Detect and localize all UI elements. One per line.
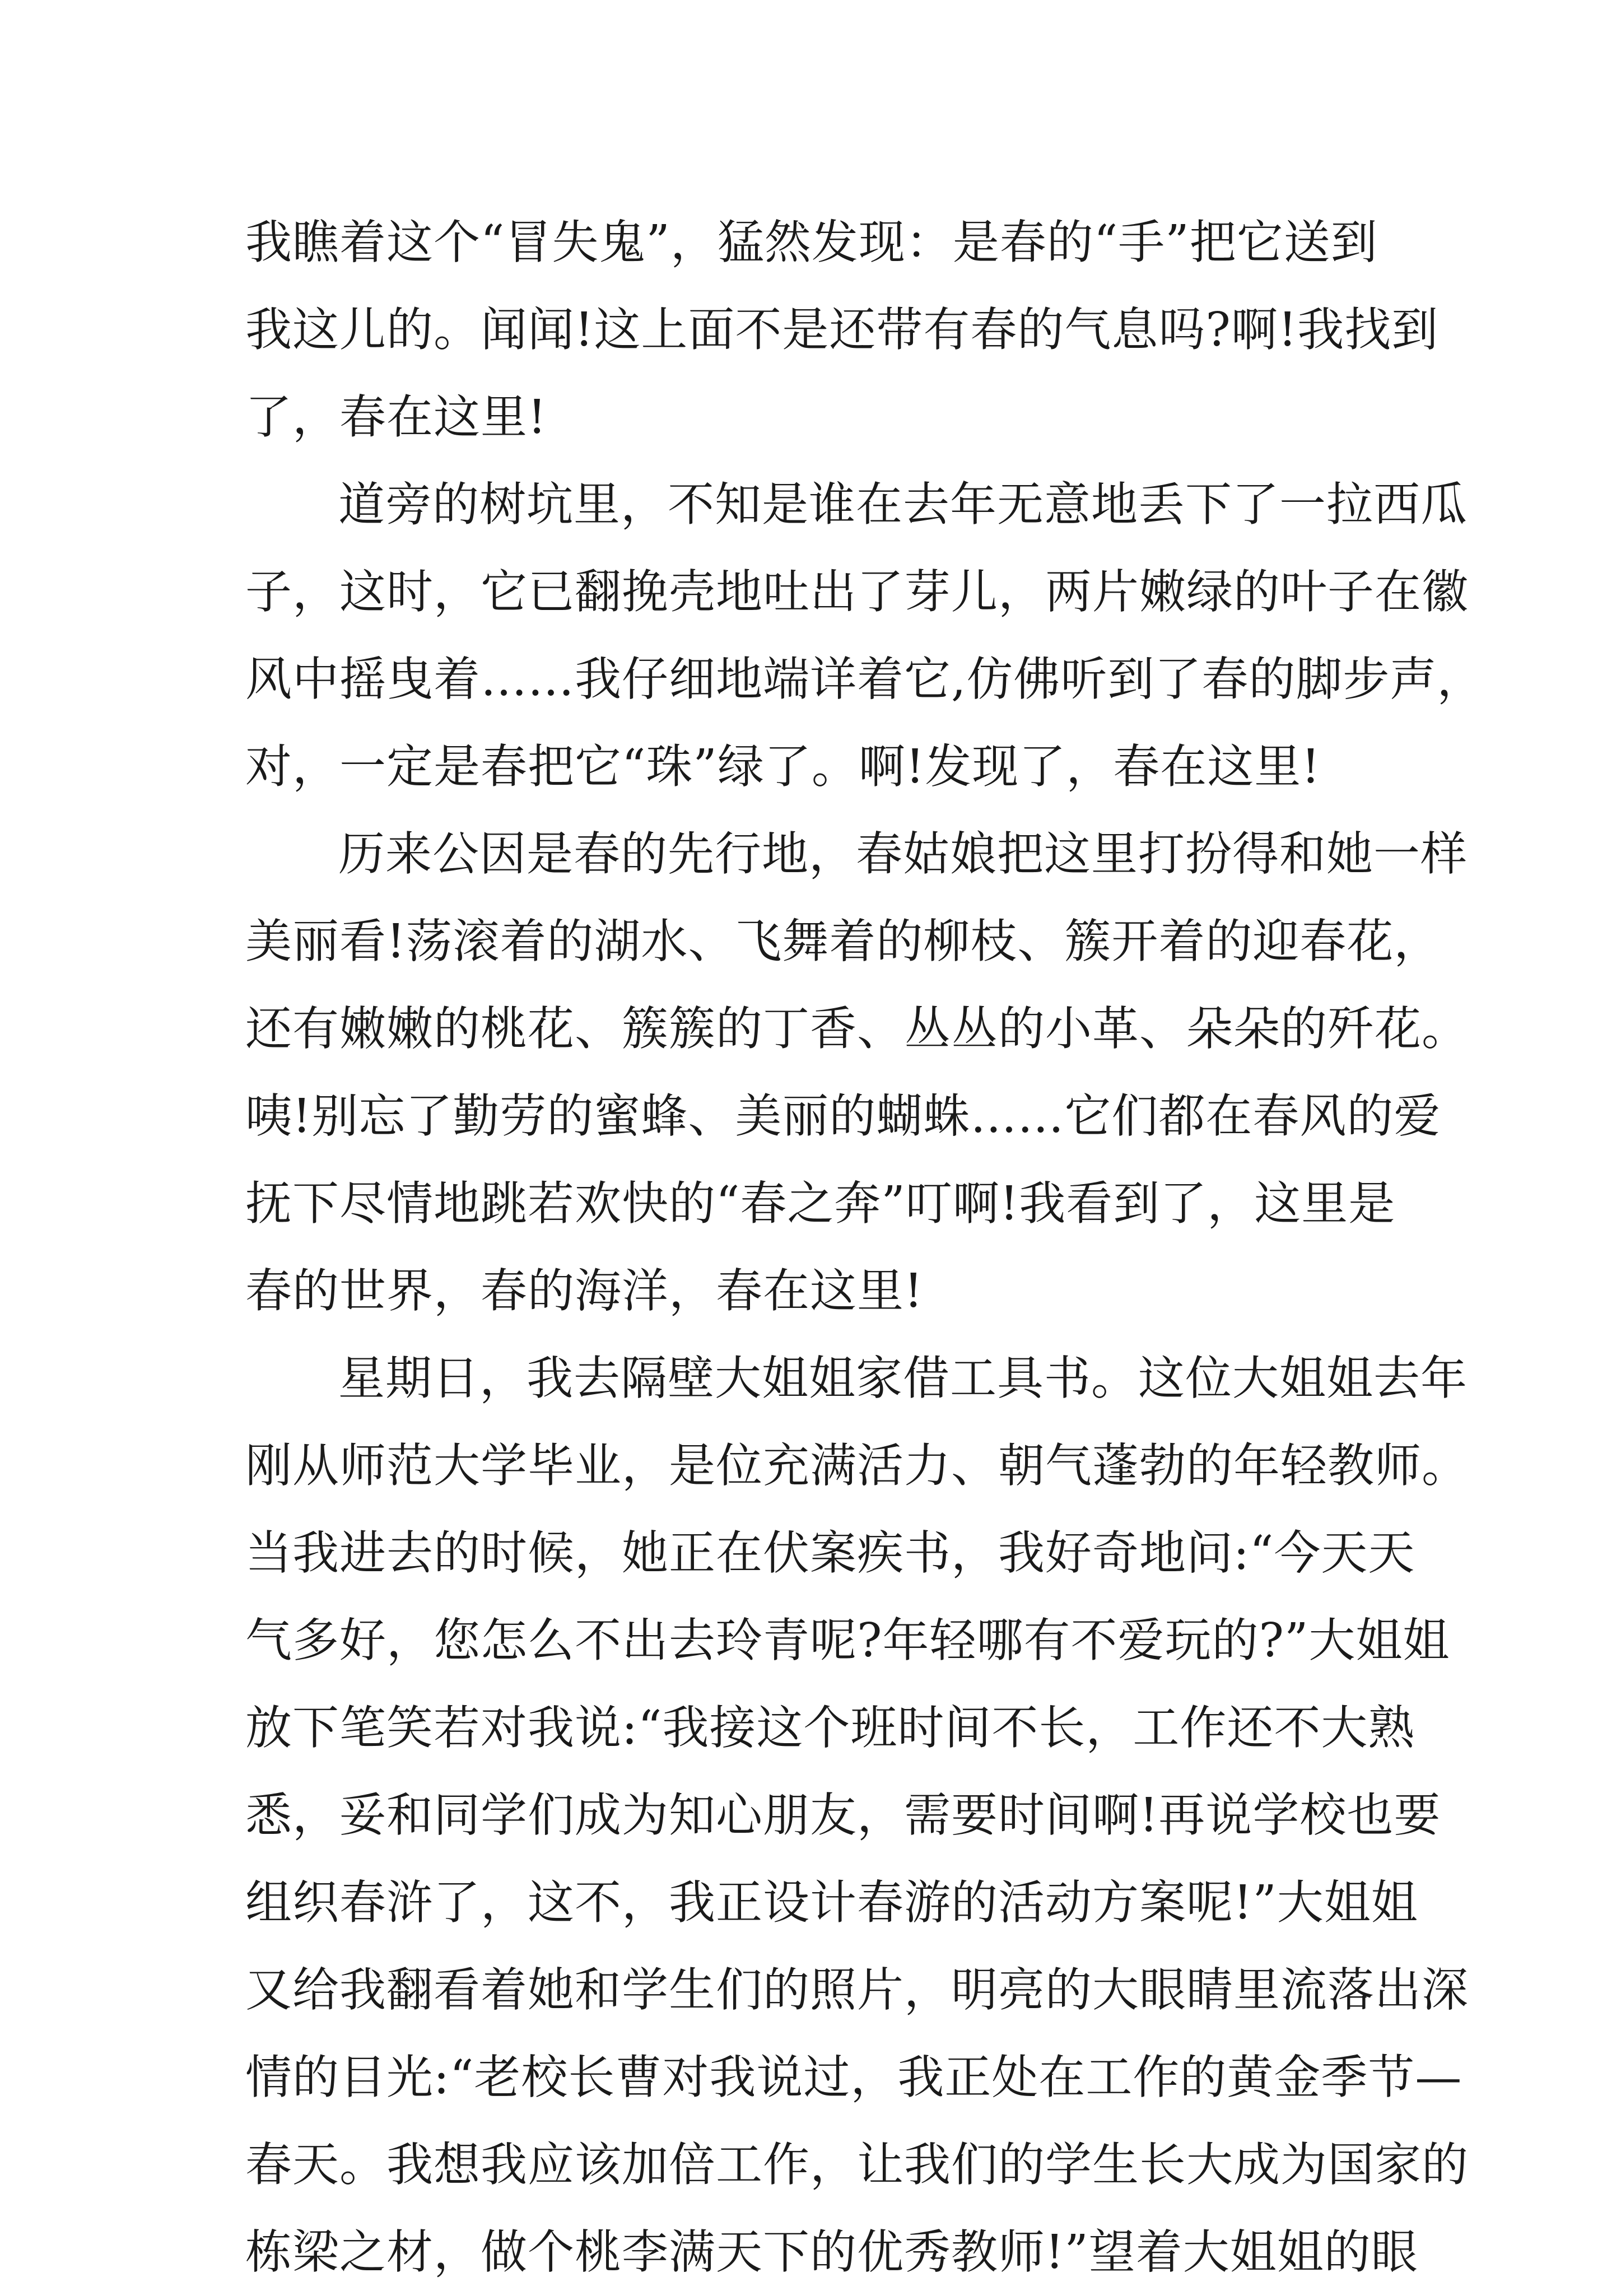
text-line: 又给我翻看着她和学生们的照片，明亮的大眼睛里流落出深 [245,1963,1469,2017]
paragraph-4 [245,1335,1469,2296]
text-line: 我瞧着这个“冒失鬼”，猛然发现：是春的“手”把它送到 [245,215,1378,269]
text-line: 还有嫩嫩的桃花、簇簇的丁香、丛丛的小革、朵朵的歼花。 [245,1002,1469,1056]
text-line: 子，这时，它已翻挽壳地吐出了芽儿，两片嫩绿的叶子在徽 [245,565,1469,619]
text-line: 风中摇曳着……我仔细地端详着它,仿佛听到了春的脚步声， [245,652,1484,706]
paragraph-3 [245,811,1469,1335]
text-line: 情的目光:“老校长曹对我说过，我正处在工作的黄金季节— [245,2050,1462,2104]
text-line: 当我进去的时候，她正在伏案疾书，我好奇地问:“今天天 [245,1526,1415,1580]
text-line: 气多好，您怎么不出去玲青呢?年轻哪有不爱玩的?”大姐姐 [245,1613,1450,1668]
text-line: 了，春在这里! [245,390,547,444]
text-line: 春的世界，春的海洋，春在这里! [245,1264,924,1318]
paragraph-2 [245,461,1484,811]
text-line: 刚从师范大学毕业，是位充满活力、朝气蓬勃的年轻教师。 [245,1438,1469,1493]
text-line: 道旁的树坑里，不知是谁在去年无意地丢下了一拉西瓜 [338,477,1468,532]
text-line: 抚下尽情地跳若欢快的“春之奔”叮啊!我看到了，这里是 [245,1176,1396,1231]
paragraph-1 [245,199,1439,461]
text-line: 春天。我想我应该加倍工作，让我们的学生长大成为国家的 [245,2137,1469,2192]
text-line: 我这儿的。闻闻!这上面不是还带有春的气息吗?啊!我找到 [245,302,1439,357]
text-line: 悉，妥和同学们成为知心朋友，需要时间啊!再说学校也要 [245,1788,1441,1842]
body-text [245,199,1484,2296]
text-line: 组织春浒了，这不，我正设计春游的活动方案呢!”大姐姐 [245,1875,1418,1930]
text-line: 美丽看!荡滚着的湖水、飞舞着的柳枝、簇开着的迎春花， [245,914,1441,968]
text-line: 对，一定是春把它“珠”绿了。啊!发现了，春在这里! [245,739,1321,794]
text-line: 放下笔笑若对我说:“我接这个班时间不长，工作还不大熟 [245,1701,1415,1755]
text-line: 历来公因是春的先行地，春姑娘把这里打扮得和她一样 [338,827,1468,881]
text-line: 星期日，我去隔壁大姐姐家借工具书。这位大姐姐去年 [338,1351,1468,1405]
text-line: 栋梁之材，做个桃李满天下的优秀教师!”望着大姐姐的眼 [245,2225,1418,2279]
text-line: 咦!别忘了勤劳的蜜蜂、美丽的蝴蛛……它们都在春风的爱 [245,1089,1441,1143]
